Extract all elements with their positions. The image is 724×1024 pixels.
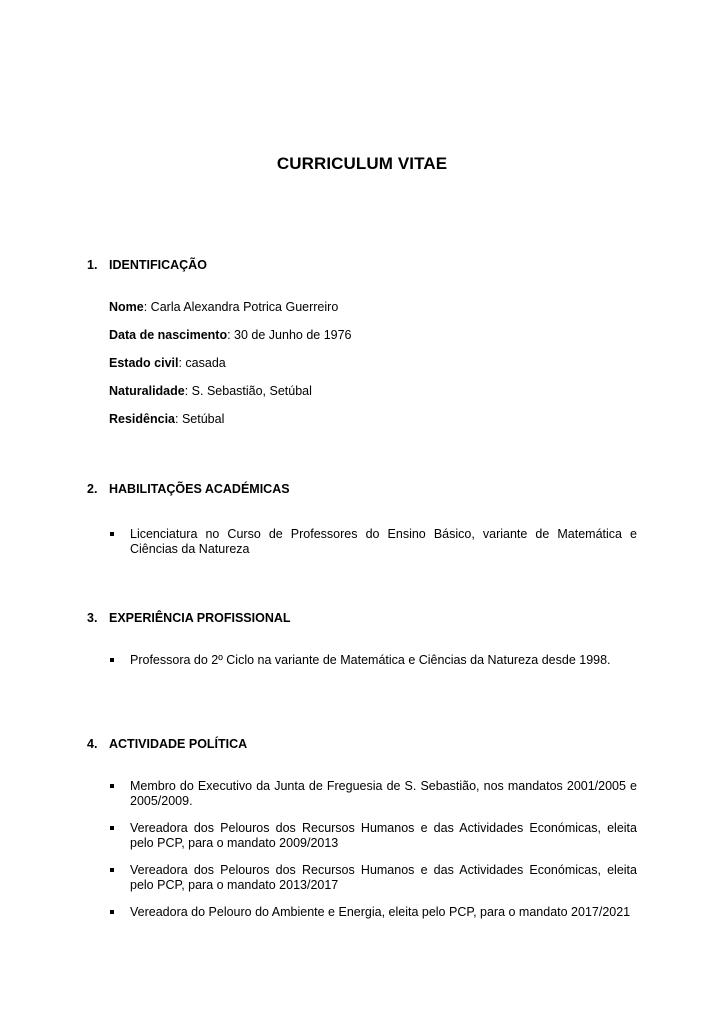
bullet-icon <box>109 821 130 851</box>
bullet-icon <box>109 779 130 809</box>
section-number: 3. <box>87 611 98 625</box>
list-item-text: Vereadora dos Pelouros dos Recursos Humanos e das Actividades Económicas, eleita pelo PCP, para o mandato 2013/2017 <box>130 863 637 892</box>
field-residencia <box>109 412 224 426</box>
field-data-nascimento <box>109 328 352 342</box>
list-item-text: Licenciatura no Curso de Professores do Ensino Básico, variante de Matemática e Ciências da Natureza <box>130 527 637 556</box>
field-value: : casada <box>178 356 226 370</box>
list-item <box>109 653 637 668</box>
list-item-text: Vereadora do Pelouro do Ambiente e Energia, eleita pelo PCP, para o mandato 2017/2021 <box>130 905 631 919</box>
field-label: Naturalidade <box>109 384 185 398</box>
section-number: 2. <box>87 482 98 496</box>
bullet-icon <box>109 653 130 668</box>
section-number: 1. <box>87 258 98 272</box>
section-heading-experiencia <box>87 611 291 625</box>
list-item-text: Vereadora dos Pelouros dos Recursos Humanos e das Actividades Económicas, eleita pelo PCP, para o mandato 2009/2013 <box>130 821 637 850</box>
field-label: Residência <box>109 412 176 426</box>
section-number: 4. <box>87 737 98 751</box>
section-title: HABILITAÇÕES ACADÉMICAS <box>109 482 290 496</box>
list-item-text: Membro do Executivo da Junta de Freguesia de S. Sebastião, nos mandatos 2001/2005 e 2005/2009. <box>130 779 637 808</box>
list-item <box>109 863 637 893</box>
field-value: : 30 de Junho de 1976 <box>227 328 352 342</box>
list-item <box>109 527 637 557</box>
field-nome <box>109 300 338 314</box>
section-heading-habilitacoes <box>87 482 290 496</box>
bullet-icon <box>109 905 130 920</box>
section-title: IDENTIFICAÇÃO <box>109 258 207 272</box>
bullet-icon <box>109 863 130 893</box>
list-item <box>109 779 637 809</box>
field-estado-civil <box>109 356 226 370</box>
bullet-icon <box>109 527 130 557</box>
section-heading-identificacao <box>87 258 207 272</box>
field-naturalidade <box>109 384 312 398</box>
field-label: Estado civil <box>109 356 179 370</box>
field-label: Nome <box>109 300 144 314</box>
section-title: ACTIVIDADE POLÍTICA <box>109 737 248 751</box>
section-title: EXPERIÊNCIA PROFISSIONAL <box>109 611 291 625</box>
list-item <box>109 821 637 851</box>
page-title: CURRICULUM VITAE <box>276 154 448 173</box>
field-label: Data de nascimento <box>109 328 228 342</box>
field-value: : Carla Alexandra Potrica Guerreiro <box>143 300 339 314</box>
list-item <box>109 905 637 920</box>
section-heading-actividade-politica <box>87 737 247 751</box>
field-value: : Setúbal <box>175 412 225 426</box>
field-value: : S. Sebastião, Setúbal <box>184 384 312 398</box>
list-item-text: Professora do 2º Ciclo na variante de Matemática e Ciências da Natureza desde 1998. <box>130 653 611 667</box>
